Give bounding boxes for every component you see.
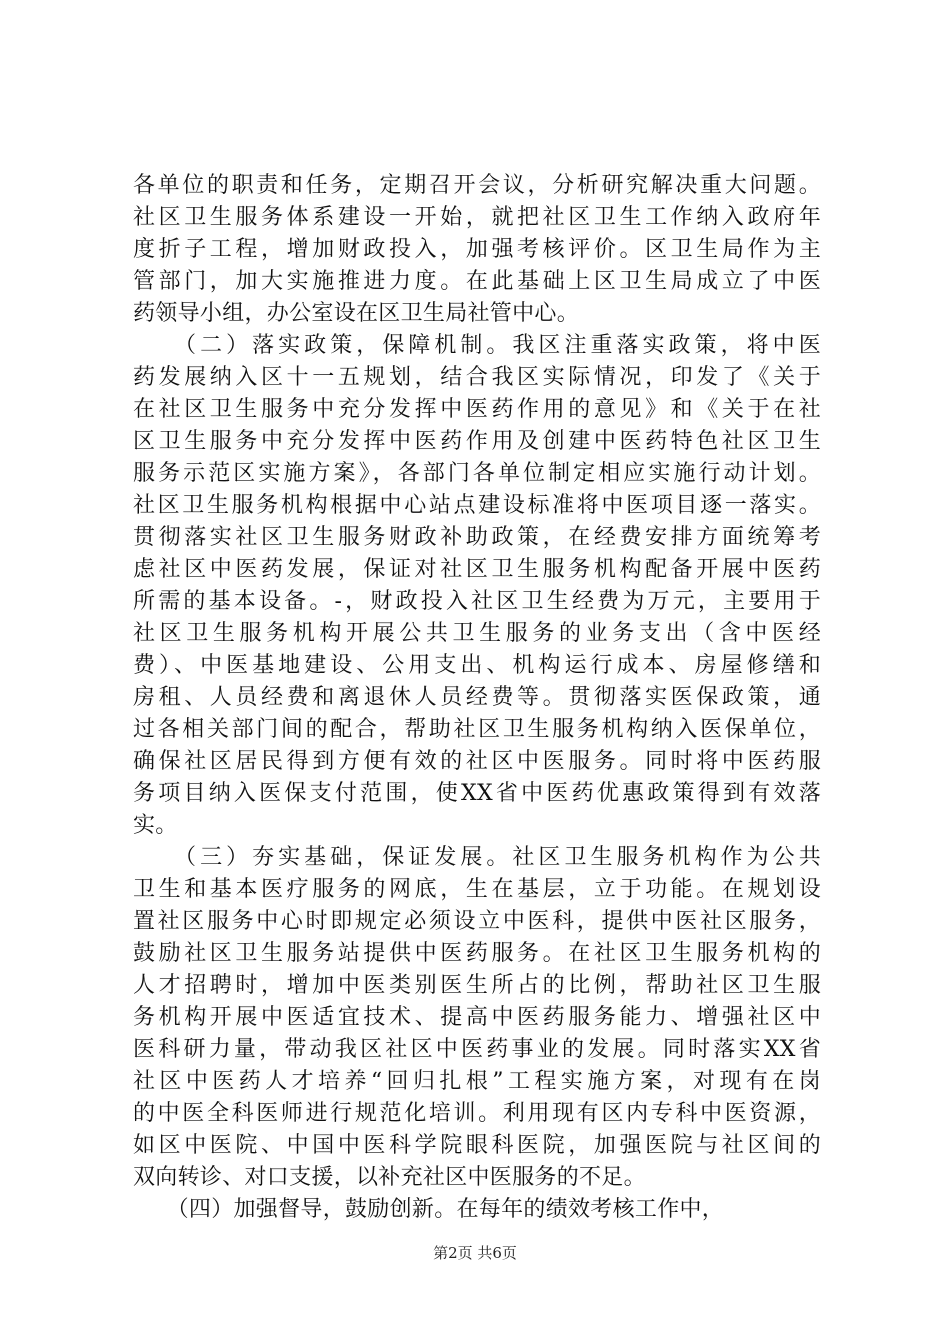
- text-line: 务机构开展中医适宜技术、提高中医药服务能力、增强社区中: [133, 1005, 821, 1030]
- text-line: （三）夯实基础，保证发展。社区卫生服务机构作为公共: [133, 845, 821, 870]
- text-line: 药领导小组，办公室设在区卫生局社管中心。: [133, 301, 580, 326]
- text-line: 双向转诊、对口支援，以补充社区中医服务的不足。: [133, 1165, 646, 1190]
- document-body: [133, 170, 821, 1226]
- paragraph-p4: [133, 1194, 821, 1226]
- paragraph-p2: [133, 330, 821, 842]
- text-line: 管部门，加大实施推进力度。在此基础上区卫生局成立了中医: [133, 269, 821, 294]
- text-line: 费）、中医基地建设、公用支出、机构运行成本、房屋修缮和: [133, 653, 821, 678]
- text-line: 药发展纳入区十一五规划，结合我区实际情况，印发了《关于: [133, 365, 821, 390]
- text-line: 过各相关部门间的配合，帮助社区卫生服务机构纳入医保单位，: [133, 717, 821, 742]
- text-line: （二）落实政策，保障机制。我区注重落实政策，将中医: [133, 333, 821, 358]
- paragraph-p3: [133, 842, 821, 1194]
- text-line: 社区卫生服务机构根据中心站点建设标准将中医项目逐一落实。: [133, 493, 821, 518]
- text-line: 如区中医院、中国中医科学院眼科医院，加强医院与社区间的: [133, 1133, 821, 1158]
- text-line: 社区卫生服务机构开展公共卫生服务的业务支出（含中医经: [133, 621, 821, 646]
- text-line: 的中医全科医师进行规范化培训。利用现有区内专科中医资源，: [133, 1101, 821, 1126]
- text-line: 医科研力量，带动我区社区中医药事业的发展。同时落实XX省: [133, 1037, 821, 1062]
- text-line: 社区中医药人才培养“回归扎根”工程实施方案，对现有在岗: [133, 1069, 821, 1094]
- text-line: 鼓励社区卫生服务站提供中医药服务。在社区卫生服务机构的: [133, 941, 821, 966]
- text-line: 务项目纳入医保支付范围，使XX省中医药优惠政策得到有效落: [133, 781, 821, 806]
- text-line: 卫生和基本医疗服务的网底，生在基层，立于功能。在规划设: [133, 877, 821, 902]
- text-line: 在社区卫生服务中充分发挥中医药作用的意见》和《关于在社: [133, 397, 821, 422]
- text-line: 区卫生服务中充分发挥中医药作用及创建中医药特色社区卫生: [133, 429, 821, 454]
- page-footer: 第2页 共6页: [433, 1244, 517, 1262]
- text-line: 房租、人员经费和离退休人员经费等。贯彻落实医保政策，通: [133, 685, 821, 710]
- text-line: 贯彻落实社区卫生服务财政补助政策，在经费安排方面统筹考: [133, 525, 821, 550]
- text-line: 度折子工程，增加财政投入，加强考核评价。区卫生局作为主: [133, 237, 821, 262]
- text-line: 置社区服务中心时即规定必须设立中医科，提供中医社区服务，: [133, 909, 821, 934]
- text-line: 服务示范区实施方案》，各部门各单位制定相应实施行动计划。: [133, 461, 821, 486]
- text-line: 虑社区中医药发展，保证对社区卫生服务机构配备开展中医药: [133, 557, 821, 582]
- paragraph-p1: [133, 170, 821, 330]
- text-line: （四）加强督导，鼓励创新。在每年的绩效考核工作中，: [133, 1197, 725, 1222]
- text-line: 所需的基本设备。-，财政投入社区卫生经费为万元，主要用于: [133, 589, 821, 614]
- text-line: 实。: [133, 813, 178, 838]
- text-line: 确保社区居民得到方便有效的社区中医服务。同时将中医药服: [133, 749, 821, 774]
- text-line: 各单位的职责和任务，定期召开会议，分析研究解决重大问题。: [133, 173, 821, 198]
- text-line: 人才招聘时，增加中医类别医生所占的比例，帮助社区卫生服: [133, 973, 821, 998]
- text-line: 社区卫生服务体系建设一开始，就把社区卫生工作纳入政府年: [133, 205, 821, 230]
